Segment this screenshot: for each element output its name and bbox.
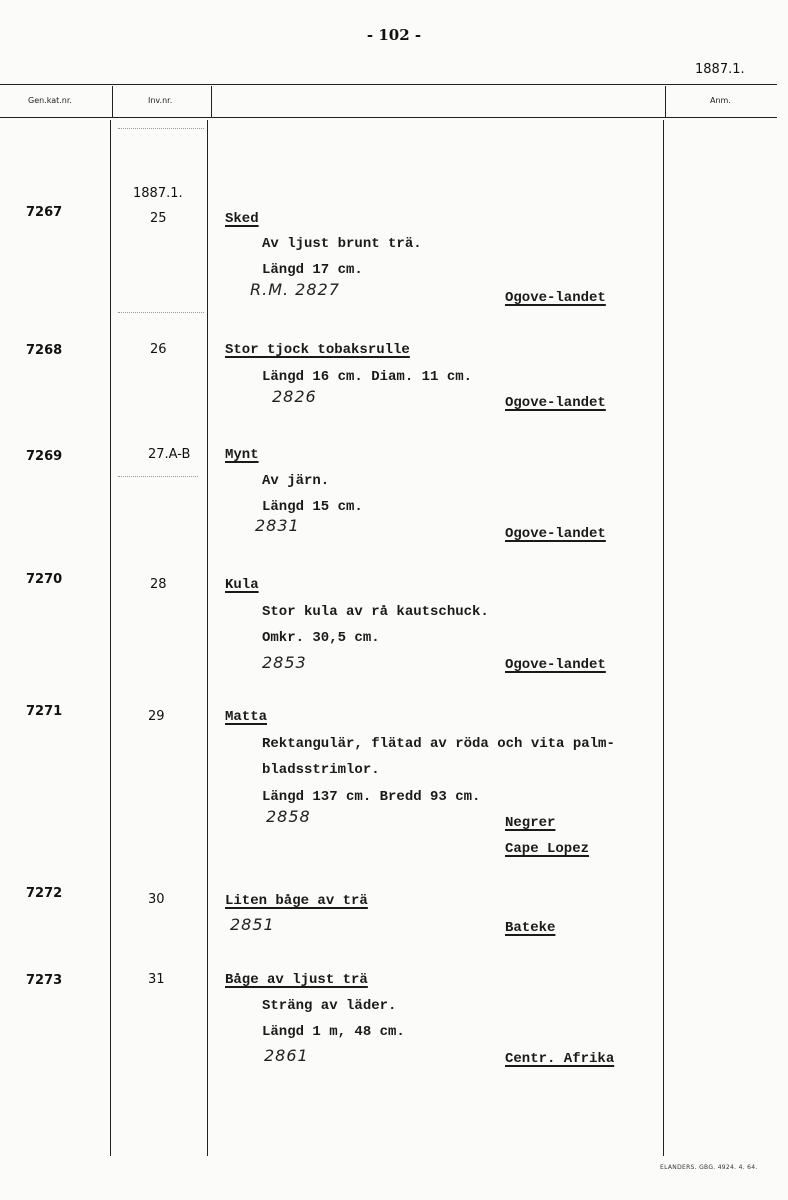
inventory-number: 31 xyxy=(148,972,165,987)
header-top-rule xyxy=(0,84,777,85)
entry-description-line: bladsstrimlor. xyxy=(262,762,380,778)
entry-description-line: Längd 1 m, 48 cm. xyxy=(262,1024,405,1040)
inventory-number: 30 xyxy=(148,892,165,907)
column-header-inv-nr: Inv.nr. xyxy=(148,96,173,105)
catalog-number: 7268 xyxy=(26,343,63,358)
entry-region-secondary: Cape Lopez xyxy=(505,841,590,857)
entry-title: Båge av ljust trä xyxy=(225,972,368,988)
handwritten-number: 2826 xyxy=(272,387,317,406)
entry-region: Bateke xyxy=(505,920,556,936)
entry-description-line: Av ljust brunt trä. xyxy=(262,236,422,252)
entry-title: Stor tjock tobaksrulle xyxy=(225,342,410,358)
catalog-number: 7270 xyxy=(26,572,63,587)
inventory-number: 25 xyxy=(150,211,167,226)
column-header-gen-kat-nr: Gen.kat.nr. xyxy=(28,96,72,105)
column-divider-1 xyxy=(112,86,113,118)
entry-title: Mynt xyxy=(225,447,259,463)
entry-description-line: Längd 137 cm. Bredd 93 cm. xyxy=(262,789,481,805)
catalog-number: 7272 xyxy=(26,886,63,901)
handwritten-number: 2831 xyxy=(255,516,300,535)
catalog-number: 7269 xyxy=(26,449,63,464)
printer-imprint: ELANDERS. GBG. 4924. 4. 64. xyxy=(660,1164,758,1171)
column-divider-2 xyxy=(211,86,212,118)
entry-title: Matta xyxy=(225,709,268,725)
entry-region: Ogove-landet xyxy=(505,290,606,306)
catalog-number: 7271 xyxy=(26,704,63,719)
handwritten-number: 2851 xyxy=(230,915,275,934)
entry-title: Kula xyxy=(225,577,259,593)
column-header-anm: Anm. xyxy=(710,96,731,105)
entry-description-line: Längd 17 cm. xyxy=(262,262,363,278)
column-divider-3 xyxy=(665,86,666,118)
inventory-number: 28 xyxy=(150,577,167,592)
page-number: - 102 - xyxy=(366,26,422,44)
entry-description-line: Av järn. xyxy=(262,473,330,489)
entry-title: Liten båge av trä xyxy=(225,893,368,909)
dotted-trace xyxy=(118,476,198,477)
inventory-number: 27.A-B xyxy=(148,447,191,462)
handwritten-number: 2861 xyxy=(264,1046,309,1065)
year-mark: 1887.1. xyxy=(133,186,183,201)
year-header: 1887.1. xyxy=(695,62,745,77)
handwritten-number: 2858 xyxy=(266,807,311,826)
entry-description-line: Stor kula av rå kautschuck. xyxy=(262,604,489,620)
entry-description-line: Längd 15 cm. xyxy=(262,499,363,515)
entry-description-line: Sträng av läder. xyxy=(262,998,397,1014)
handwritten-number: 2853 xyxy=(262,653,307,672)
dotted-trace xyxy=(118,128,204,129)
inventory-number: 29 xyxy=(148,709,165,724)
entry-region: Ogove-landet xyxy=(505,526,606,542)
inventory-number: 26 xyxy=(150,342,167,357)
entry-region: Ogove-landet xyxy=(505,395,606,411)
handwritten-number: R.M. 2827 xyxy=(250,280,340,299)
entry-region: Negrer xyxy=(505,815,556,831)
catalog-number: 7267 xyxy=(26,205,63,220)
entry-description-line: Längd 16 cm. Diam. 11 cm. xyxy=(262,369,473,385)
entry-description-line: Rektangulär, flätad av röda och vita palm- xyxy=(262,736,615,752)
dotted-trace xyxy=(118,312,204,313)
entry-region: Centr. Afrika xyxy=(505,1051,615,1067)
header-bottom-rule xyxy=(0,117,777,118)
catalog-number: 7273 xyxy=(26,973,63,988)
entry-description-line: Omkr. 30,5 cm. xyxy=(262,630,380,646)
entry-region: Ogove-landet xyxy=(505,657,606,673)
body-column-line-1 xyxy=(110,120,111,1156)
body-column-line-3 xyxy=(663,120,664,1156)
body-column-line-2 xyxy=(207,120,208,1156)
entry-title: Sked xyxy=(225,211,259,227)
